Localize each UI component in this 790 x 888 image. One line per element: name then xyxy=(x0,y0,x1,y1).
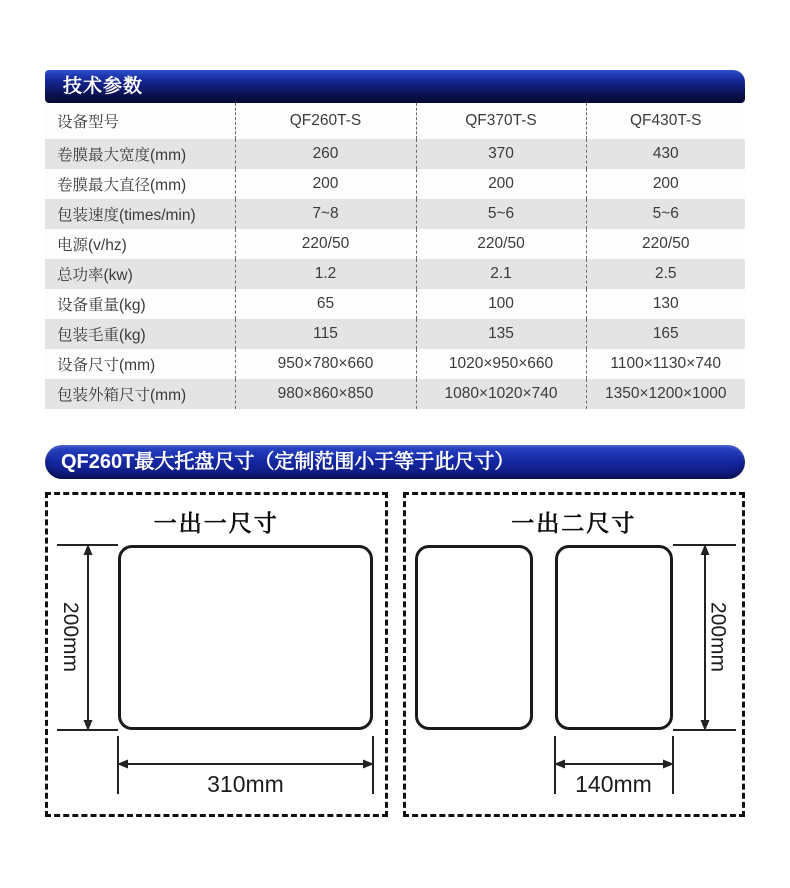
cell-value: 1350×1200×1000 xyxy=(586,379,745,409)
width-dimension-label: 310mm xyxy=(207,771,284,797)
cell-value: 1100×1130×740 xyxy=(586,349,745,379)
cell-value: 5~6 xyxy=(416,199,586,229)
cell-value: 65 xyxy=(235,289,416,319)
panel-title: 一出二尺寸 xyxy=(511,510,637,536)
table-row xyxy=(45,199,745,229)
table-row xyxy=(45,169,745,199)
dimension-annotations xyxy=(48,495,385,814)
cell-value: 1080×1020×740 xyxy=(416,379,586,409)
row-label: 设备尺寸(mm) xyxy=(57,357,156,374)
cell-value: 220/50 xyxy=(416,229,586,259)
table-row xyxy=(45,379,745,409)
table-row xyxy=(45,259,745,289)
product-spec-sheet xyxy=(45,70,745,817)
row-label: 包装毛重(kg) xyxy=(57,327,146,344)
table-row xyxy=(45,229,745,259)
height-dimension-label: 200mm xyxy=(59,602,82,673)
height-dimension-label: 200mm xyxy=(706,602,730,673)
cell-value: QF430T-S xyxy=(586,103,745,139)
width-dimension-label: 140mm xyxy=(575,771,652,797)
cell-value: 115 xyxy=(235,319,416,349)
tray-size-banner: QF260T最大托盘尺寸（定制范围小于等于此尺寸） xyxy=(45,445,745,479)
cell-value: 980×860×850 xyxy=(235,379,416,409)
cell-value: 200 xyxy=(586,169,745,199)
row-label: 卷膜最大宽度(mm) xyxy=(57,147,187,164)
row-label: 设备重量(kg) xyxy=(57,297,146,314)
cell-value: QF370T-S xyxy=(416,103,586,139)
cell-value: 7~8 xyxy=(235,199,416,229)
tech-specs-table xyxy=(45,103,745,409)
cell-value: 220/50 xyxy=(235,229,416,259)
cell-value: 100 xyxy=(416,289,586,319)
panel-one-out-two xyxy=(403,492,746,817)
cell-value: 200 xyxy=(416,169,586,199)
cell-value: 5~6 xyxy=(586,199,745,229)
cell-value: 130 xyxy=(586,289,745,319)
cell-value: 1020×950×660 xyxy=(416,349,586,379)
tray-diagrams xyxy=(45,492,745,817)
cell-value: 430 xyxy=(586,139,745,169)
cell-value: 950×780×660 xyxy=(235,349,416,379)
table-row xyxy=(45,139,745,169)
table-row-model xyxy=(45,103,745,139)
cell-value: 220/50 xyxy=(586,229,745,259)
cell-value: 2.1 xyxy=(416,259,586,289)
row-label: 包装外箱尺寸(mm) xyxy=(57,387,187,404)
row-label: 总功率(kw) xyxy=(57,267,133,284)
panel-title: 一出一尺寸 xyxy=(153,510,279,536)
panel-one-out-one xyxy=(45,492,388,817)
row-label: 包装速度(times/min) xyxy=(57,207,196,224)
cell-value: 260 xyxy=(235,139,416,169)
table-row xyxy=(45,319,745,349)
cell-value: 2.5 xyxy=(586,259,745,289)
tech-specs-header: 技术参数 xyxy=(45,70,745,103)
cell-value: 200 xyxy=(235,169,416,199)
row-label: 电源(v/hz) xyxy=(57,237,127,254)
cell-value: 135 xyxy=(416,319,586,349)
cell-value: QF260T-S xyxy=(235,103,416,139)
cell-value: 1.2 xyxy=(235,259,416,289)
row-label: 卷膜最大直径(mm) xyxy=(57,177,187,194)
cell-value: 165 xyxy=(586,319,745,349)
dimension-annotations xyxy=(406,495,743,814)
row-label: 设备型号 xyxy=(57,114,120,131)
table-row xyxy=(45,349,745,379)
table-row xyxy=(45,289,745,319)
cell-value: 370 xyxy=(416,139,586,169)
